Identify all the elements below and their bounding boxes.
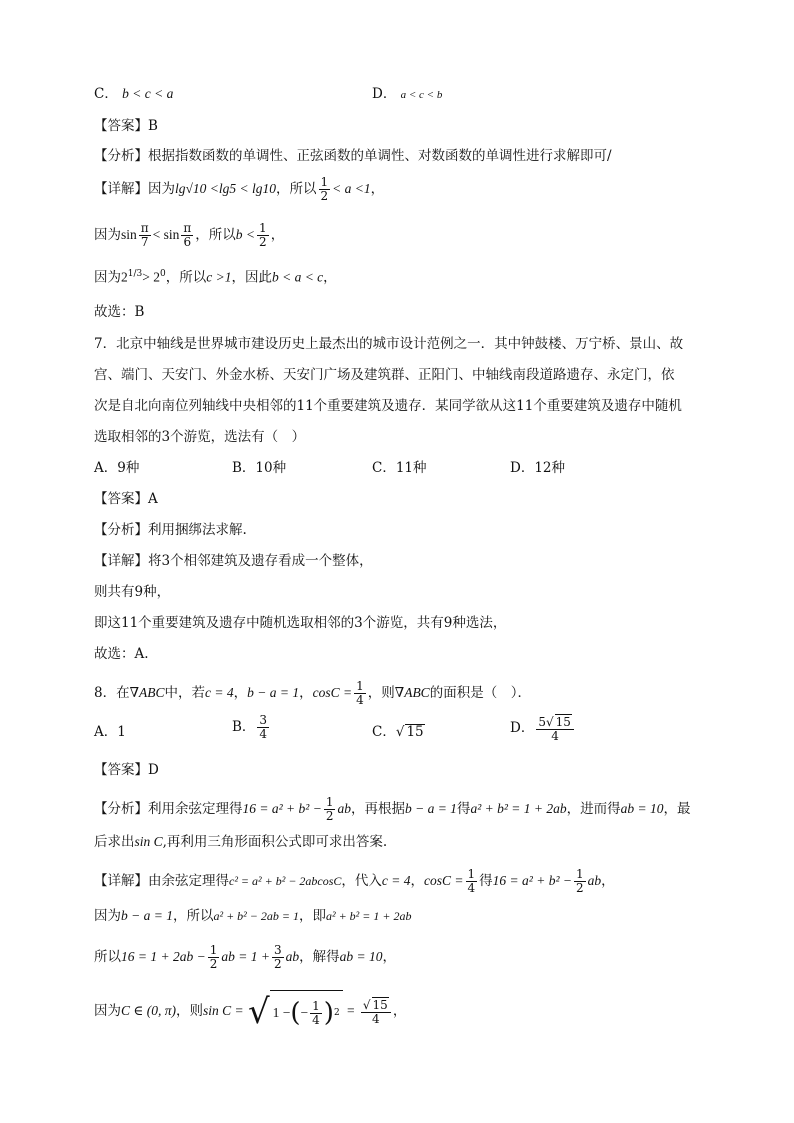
denominator: 6 — [183, 235, 192, 249]
math-expr: sin C = — [203, 1003, 244, 1018]
numerator: 1 — [259, 221, 267, 235]
radicand: 15 — [372, 998, 388, 1012]
fraction — [466, 868, 478, 895]
math-expr: ab = 1 + — [221, 949, 270, 964]
text: ，所以 — [195, 227, 236, 243]
answer-tag: 【答案】 — [94, 118, 148, 134]
q8-option-c — [372, 722, 425, 742]
math-expr: ab — [285, 949, 300, 964]
text: 所以 — [94, 949, 121, 965]
math-expr: cosC = — [312, 685, 353, 700]
text: ，则 — [367, 685, 395, 701]
fraction — [536, 714, 574, 743]
math-expr: c = 4 — [381, 873, 411, 888]
text: ， — [410, 873, 425, 889]
math-expr: b < — [235, 227, 256, 242]
exponent: 2 — [333, 1008, 340, 1018]
numerator — [536, 714, 574, 730]
numerator: 1 — [356, 679, 364, 693]
fraction — [361, 997, 391, 1026]
text: ，最 — [663, 801, 691, 817]
q7-stem-line-4 — [94, 427, 305, 447]
numerator: 3 — [273, 943, 282, 957]
text: 则共有9种， — [94, 584, 171, 600]
radical-sign: √ — [247, 991, 270, 1032]
analysis-tag: 【分析】 — [94, 148, 148, 164]
text: ，所以 — [165, 269, 207, 286]
math-expr: = — [346, 1003, 355, 1018]
fraction — [257, 714, 269, 741]
q8-analysis-line-1 — [94, 796, 691, 823]
math-expr: sin — [121, 227, 137, 242]
option-label: B． — [232, 719, 256, 735]
q8-detail-line-2 — [94, 906, 411, 926]
q8-answer — [94, 760, 159, 780]
math-expr: c = 4 — [205, 685, 234, 700]
q7-stem-line-1 — [94, 334, 683, 354]
text: 中，若 — [164, 685, 206, 701]
q6-analysis — [94, 146, 612, 166]
answer-value: A — [148, 491, 158, 507]
text: 得 — [456, 801, 471, 817]
denominator: 2 — [575, 881, 584, 895]
exponent: 1/3 — [127, 269, 143, 279]
q7-detail-1 — [94, 551, 373, 571]
radical-sign: √ — [362, 998, 371, 1012]
text: 7．北京中轴线是世界城市建设历史上最杰出的城市设计范例之一．其中钟鼓楼、万宁桥、景山、故 — [94, 336, 684, 352]
text: 利用余弦定理得 — [148, 801, 243, 817]
text: ， — [270, 227, 285, 243]
radicand — [270, 990, 343, 1033]
math-expr: c² = a² + b² − 2abcosC — [229, 874, 342, 888]
detail-tag: 【详解】 — [94, 873, 148, 889]
q8-detail-line-4 — [94, 990, 406, 1033]
text: 宫、端门、天安门、外金水桥、天安门广场及建筑群、正阳门、中轴线南段道路遗存、永定门，依 — [94, 367, 675, 383]
math-expr: cosC = — [424, 873, 464, 888]
fraction — [139, 222, 151, 249]
math-expr: ab — [587, 873, 602, 888]
numerator: π — [140, 221, 149, 235]
analysis-tag: 【分析】 — [94, 801, 148, 817]
denominator: 4 — [312, 1012, 320, 1027]
math-expr: C ∈ (0, π) — [121, 1003, 177, 1018]
text: ， — [233, 685, 248, 701]
q6-detail-line-1 — [94, 176, 384, 203]
q6-answer — [94, 116, 158, 136]
q6-choice — [94, 302, 144, 322]
math-expr: b − a = 1 — [247, 685, 300, 700]
q8-option-d — [510, 714, 576, 743]
math-expr: 2 — [121, 269, 128, 285]
denominator: 4 — [356, 693, 364, 707]
math-expr: − — [300, 1005, 309, 1020]
text: 后求出 — [94, 834, 135, 850]
answer-tag: 【答案】 — [94, 762, 148, 778]
math-expr: ∇ABC — [394, 685, 430, 700]
text: 得 — [479, 873, 493, 889]
text: ，则 — [176, 1003, 204, 1019]
text: 将3个相邻建筑及遗存看成一个整体， — [148, 553, 373, 569]
q7-option-b: B．10种 — [232, 460, 287, 476]
text: ,再利用三角形面积公式即可求出答案. — [162, 834, 388, 850]
q8-option-b — [232, 714, 271, 741]
text: ， — [382, 949, 396, 965]
radicand: 15 — [555, 715, 571, 729]
text: 次是自北向南位列轴线中央相邻的11个重要建筑及遗存．某同学欲从这11个重要建筑及遗存中随机 — [94, 398, 682, 414]
numerator: 1 — [325, 795, 334, 809]
answer-value: D — [148, 762, 159, 778]
math-expr: 1 − — [272, 1005, 291, 1020]
option-value: 1 — [117, 724, 126, 740]
math-expr: < a <1 — [332, 181, 371, 196]
math-expr: b − a = 1 — [121, 908, 173, 923]
square-root — [248, 990, 343, 1033]
radical-sign: √ — [395, 724, 405, 740]
math-expr: lg√10 <lg5 < lg10 — [175, 181, 277, 196]
fraction — [181, 222, 193, 249]
fraction — [208, 944, 220, 971]
numerator: 1 — [320, 175, 329, 189]
q8-option-a — [94, 722, 126, 742]
math-expr: a² + b² − 2ab = 1 — [213, 909, 299, 923]
text: ， — [601, 873, 615, 889]
option-d — [372, 84, 442, 105]
text: ，因此 — [231, 269, 272, 286]
math-expr: ab — [337, 801, 351, 816]
math-expr: a² + b² = 1 + 2ab — [470, 801, 567, 816]
denominator: 2 — [209, 957, 218, 971]
denominator: 4 — [467, 881, 476, 895]
q7-option-c: C．11种 — [372, 460, 427, 476]
q8-detail-line-3 — [94, 944, 396, 971]
numerator: 1 — [467, 867, 476, 881]
text: 由余弦定理得 — [148, 873, 229, 889]
numerator: 1 — [209, 943, 218, 957]
text: 选取相邻的3个游览，选法有（ ） — [94, 429, 306, 445]
math-expr: ab = 10 — [620, 801, 664, 816]
fraction — [574, 868, 586, 895]
option-d-label: D． — [372, 86, 397, 102]
numerator: 1 — [312, 998, 320, 1013]
q7-option-d: D．12种 — [510, 460, 566, 476]
text: ，再根据 — [350, 801, 405, 817]
text: ， — [370, 181, 385, 197]
text: 的面积是（ ）． — [429, 685, 531, 701]
option-c — [94, 84, 173, 104]
fraction — [257, 222, 269, 249]
q7-option-a: A．9种 — [94, 460, 140, 476]
exponent: 0 — [159, 269, 166, 279]
fraction — [324, 796, 336, 823]
analysis-tag: 【分析】 — [94, 522, 148, 538]
option-label: A． — [94, 724, 118, 740]
math-expr: 16 = 1 + 2ab − — [121, 949, 206, 964]
denominator: 2 — [273, 957, 282, 971]
radicand: 15 — [406, 724, 424, 740]
detail-tag: 【详解】 — [94, 553, 148, 569]
analysis-text: 利用捆绑法求解. — [148, 522, 247, 538]
q7-analysis — [94, 520, 247, 540]
option-label: C． — [372, 724, 396, 740]
answer-tag: 【答案】 — [94, 491, 148, 507]
q8-stem — [94, 680, 531, 707]
math-expr: a² + b² = 1 + 2ab — [325, 909, 412, 923]
text: ， — [299, 685, 313, 701]
text: 故选：B — [94, 304, 145, 320]
text: 因为 — [94, 269, 121, 286]
math-expr: b < a < c — [271, 269, 324, 285]
text: ，即 — [298, 908, 326, 924]
fraction — [272, 944, 284, 971]
option-d-expr: a < c < b — [400, 89, 443, 101]
math-expr: 16 = a² + b² − — [242, 801, 322, 816]
math-expr: c >1 — [206, 269, 232, 285]
q8-analysis-line-2 — [94, 832, 387, 852]
text: ，所以 — [172, 908, 214, 924]
option-c-expr: b < c < a — [122, 86, 174, 101]
option-c-label: C． — [94, 86, 118, 102]
q7-stem-line-2 — [94, 365, 675, 385]
math-expr: ∇ABC — [129, 685, 165, 700]
q7-answer — [94, 489, 158, 509]
radical-sign: √ — [545, 715, 554, 729]
text: 因为 — [94, 908, 121, 924]
q7-detail-2 — [94, 582, 170, 602]
text: ， — [323, 269, 337, 286]
numerator: 1 — [575, 867, 584, 881]
analysis-text: 根据指数函数的单调性、正弦函数的单调性、对数函数的单调性进行求解即可/ — [148, 148, 612, 164]
q6-detail-line-3 — [94, 264, 337, 288]
coefficient: 5 — [538, 715, 546, 729]
math-expr: 16 = a² + b² − — [492, 873, 572, 888]
numerator — [361, 997, 391, 1013]
q6-detail-line-2 — [94, 222, 284, 249]
math-expr: sin C — [134, 834, 163, 849]
option-label: D． — [510, 720, 535, 736]
math-expr: < sin — [152, 227, 180, 242]
answer-value: B — [148, 118, 158, 134]
numerator: 3 — [259, 713, 268, 727]
q7-detail-3 — [94, 613, 506, 633]
text: ，所以 — [276, 181, 317, 197]
text: ，解得 — [299, 949, 340, 965]
q8-detail-line-1 — [94, 868, 615, 895]
denominator: 2 — [320, 189, 329, 203]
detail-tag: 【详解】 — [94, 181, 148, 197]
math-expr: ab = 10 — [339, 949, 383, 964]
math-expr: > 2 — [142, 269, 160, 285]
denominator: 4 — [259, 727, 268, 741]
text: ， — [392, 1003, 407, 1019]
text: 因为 — [94, 227, 121, 243]
fraction — [319, 176, 331, 203]
q7-choice — [94, 644, 149, 664]
fraction — [310, 1000, 322, 1027]
paren-close: ) — [323, 998, 334, 1028]
math-expr: b − a = 1 — [404, 801, 457, 816]
text: 即这11个重要建筑及遗存中随机选取相邻的3个游览，共有9种选法， — [94, 615, 507, 631]
denominator: 4 — [372, 1012, 380, 1026]
fraction — [354, 680, 366, 707]
text: ，代入 — [341, 873, 382, 889]
numerator: π — [183, 221, 192, 235]
q7-stem-line-3 — [94, 396, 682, 416]
text: 8．在 — [94, 685, 130, 701]
text: ，进而得 — [566, 801, 621, 817]
denominator: 2 — [325, 809, 334, 823]
denominator: 2 — [259, 235, 267, 249]
text: 故选：A. — [94, 646, 149, 662]
denominator: 4 — [551, 729, 559, 743]
denominator: 7 — [140, 235, 149, 249]
text: 因为 — [94, 1003, 121, 1019]
paren-open: ( — [290, 998, 301, 1028]
text: 因为 — [148, 181, 175, 197]
